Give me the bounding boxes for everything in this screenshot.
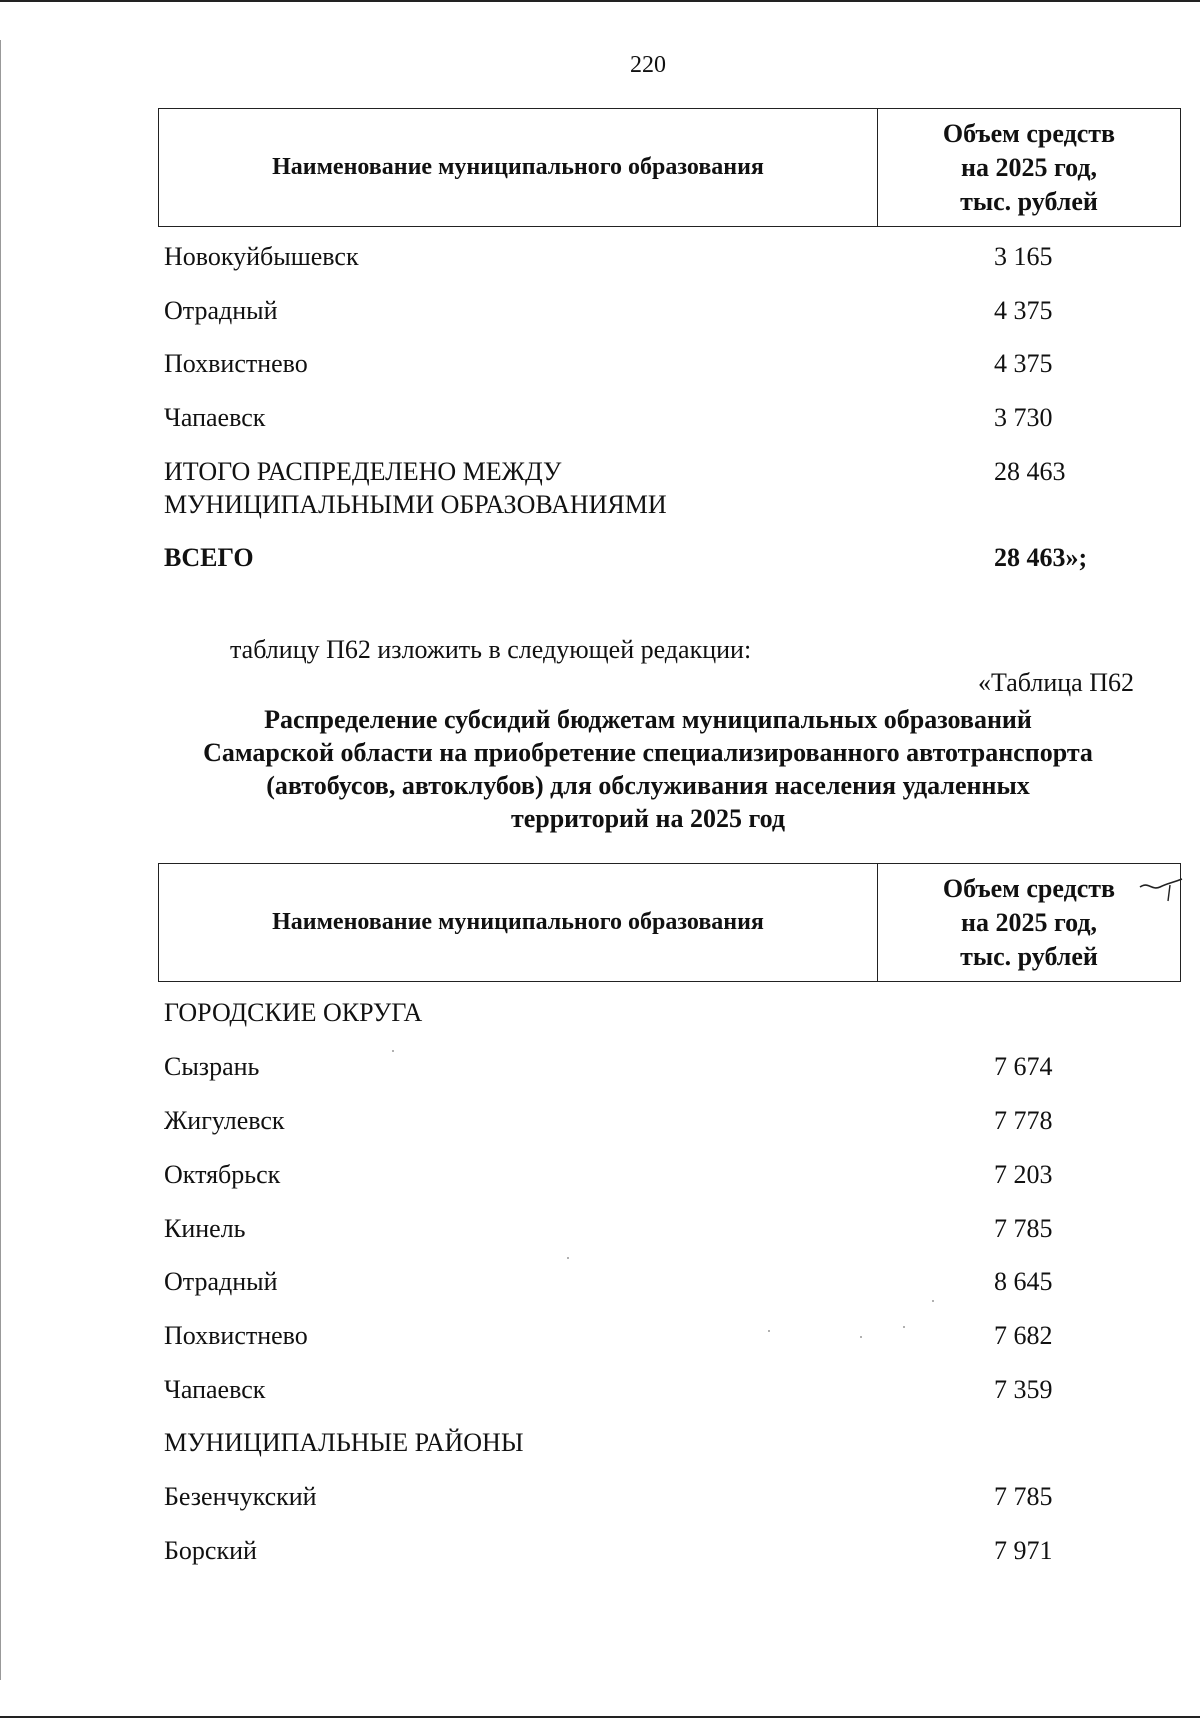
volume-header-line: тыс. рублей — [960, 941, 1098, 971]
municipality-name: Безенчукский — [164, 1482, 317, 1511]
table2-header — [158, 863, 1181, 982]
municipality-name: Отрадный — [164, 1267, 278, 1296]
volume-header-line: на 2025 год, — [960, 907, 1098, 937]
amount-value: 7 785 — [994, 1482, 1053, 1511]
municipality-name: Сызрань — [164, 1052, 260, 1081]
intro-text: таблицу П62 изложить в следующей редакции: — [230, 635, 752, 664]
amount-value: 4 375 — [994, 349, 1053, 378]
subtotal-label-line: МУНИЦИПАЛЬНЫМИ ОБРАЗОВАНИЯМИ — [164, 490, 667, 519]
volume-column-header — [878, 864, 1181, 982]
amount-value: 7 203 — [994, 1160, 1053, 1189]
table1-header — [158, 108, 1181, 227]
scan-speckle — [903, 1326, 905, 1328]
scan-speckle — [932, 1300, 934, 1302]
municipality-name: Октябрьск — [164, 1160, 281, 1189]
amount-value: 3 165 — [994, 242, 1053, 271]
municipality-name: Новокуйбышевск — [164, 242, 359, 271]
amount-value: 7 785 — [994, 1214, 1053, 1243]
title-line: Самарской области на приобретение специализированного автотранспорта — [203, 738, 1093, 767]
subtotal-label — [164, 455, 864, 521]
section-title: МУНИЦИПАЛЬНЫЕ РАЙОНЫ — [164, 1428, 524, 1457]
title-line: (автобусов, автоклубов) для обслуживания населения удаленных — [266, 771, 1030, 800]
municipality-name: Похвистнево — [164, 1321, 308, 1350]
total-label: ВСЕГО — [164, 543, 254, 572]
name-column-header: Наименование муниципального образования — [159, 864, 878, 982]
handwritten-mark — [1138, 873, 1184, 903]
name-column-header: Наименование муниципального образования — [159, 109, 878, 227]
municipality-name: Жигулевск — [164, 1106, 285, 1135]
table-reference: «Таблица П62 — [978, 668, 1134, 697]
municipality-name: Борский — [164, 1536, 257, 1565]
amount-value: 7 674 — [994, 1052, 1053, 1081]
amount-value: 7 971 — [994, 1536, 1053, 1565]
table-title — [150, 703, 1146, 835]
amount-value: 3 730 — [994, 403, 1053, 432]
volume-column-header — [878, 109, 1181, 227]
title-line: Распределение субсидий бюджетам муниципальных образований — [264, 705, 1032, 734]
scan-speckle — [860, 1336, 862, 1338]
page-number: 220 — [630, 52, 666, 78]
volume-header-line: Объем средств — [942, 873, 1116, 903]
volume-header-line: тыс. рублей — [960, 186, 1098, 216]
volume-header-line: на 2025 год, — [960, 152, 1098, 182]
municipality-name: Похвистнево — [164, 349, 308, 378]
municipality-name: Чапаевск — [164, 403, 266, 432]
scan-speckle — [768, 1330, 770, 1332]
scan-border-left — [0, 40, 1, 1680]
amount-value: 7 682 — [994, 1321, 1053, 1350]
scan-speckle — [567, 1257, 569, 1259]
municipality-name: Чапаевск — [164, 1375, 266, 1404]
municipality-name: Отрадный — [164, 296, 278, 325]
scan-border-bottom — [0, 1716, 1200, 1718]
amount-value: 8 645 — [994, 1267, 1053, 1296]
amount-value: 7 359 — [994, 1375, 1053, 1404]
scan-border-top — [0, 0, 1200, 2]
title-line: территорий на 2025 год — [510, 804, 786, 833]
scan-speckle — [392, 1050, 394, 1052]
amount-value: 7 778 — [994, 1106, 1053, 1135]
subtotal-value: 28 463 — [994, 457, 1066, 486]
subtotal-label-line: ИТОГО РАСПРЕДЕЛЕНО МЕЖДУ — [164, 457, 562, 486]
amount-value: 4 375 — [994, 296, 1053, 325]
municipality-name: Кинель — [164, 1214, 246, 1243]
total-value: 28 463»; — [994, 543, 1088, 572]
section-title: ГОРОДСКИЕ ОКРУГА — [164, 998, 423, 1027]
volume-header-line: Объем средств — [942, 118, 1116, 148]
